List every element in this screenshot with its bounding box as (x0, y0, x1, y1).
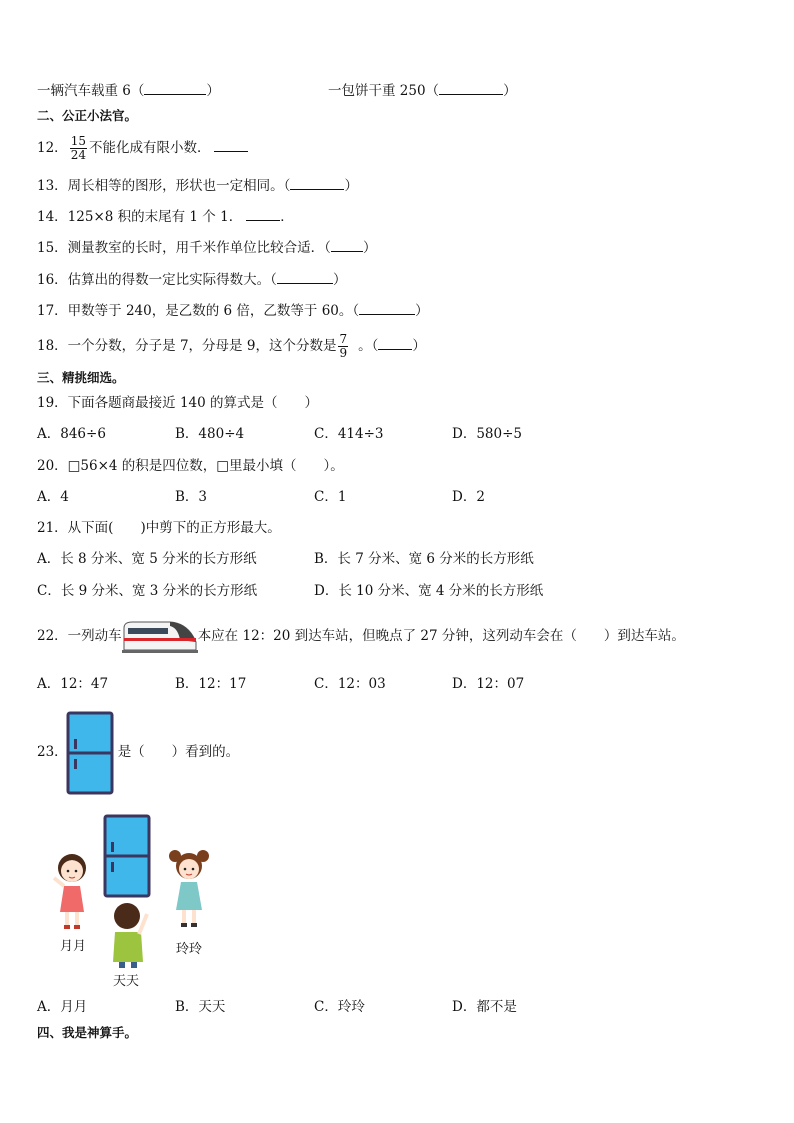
girl-lingling-icon (166, 846, 212, 930)
question-17: 17．甲数等于 240，是乙数的 6 倍，乙数等于 60。（ ） (37, 300, 429, 321)
q20-option-d[interactable]: D．2 (452, 489, 485, 505)
q21-option-d[interactable]: D．长 10 分米、宽 4 分米的长方形纸 (314, 583, 544, 599)
q19-option-c[interactable]: C．414÷3 (314, 426, 384, 442)
question-12: 12． $\frac{15}{24}$ 不能化成有限小数． (37, 130, 248, 166)
answer-blank[interactable] (246, 206, 280, 221)
name-yueyue: 月月 (60, 939, 87, 954)
q22-option-d[interactable]: D．12：07 (452, 676, 525, 692)
question-20: 20．□56×4 的积是四位数，□里最小填（ ）。 (37, 458, 344, 474)
fraction-7-9: $\frac{7}{9}$ (339, 332, 348, 360)
answer-blank[interactable] (214, 137, 248, 152)
answer-blank[interactable] (331, 237, 363, 252)
answer-blank[interactable] (439, 80, 503, 95)
answer-blank[interactable] (359, 300, 415, 315)
q22-option-c[interactable]: C．12：03 (314, 676, 386, 692)
question-22: 22．一列动车 本应在 12：20 到达车站，但晚点了 27 分钟，这列动车会在（ ）到达车站。 (37, 628, 685, 644)
answer-blank[interactable] (277, 269, 333, 284)
answer-blank[interactable] (144, 80, 206, 95)
boy-tiantian-icon (107, 900, 151, 970)
question-19: 19．下面各题商最接近 140 的算式是（ ） (37, 395, 319, 411)
q20-option-c[interactable]: C．1 (314, 489, 347, 505)
section-4-title: 四、我是神算手。 (37, 1025, 138, 1040)
q22-option-b[interactable]: B．12：17 (175, 676, 247, 692)
fridge-scene-icon (103, 814, 151, 898)
biscuit-weight-question: 一包饼干重 250（ ） (328, 80, 517, 101)
q21-option-c[interactable]: C．长 9 分米、宽 3 分米的长方形纸 (37, 583, 258, 599)
question-16: 16．估算出的得数一定比实际得数大。（ ） (37, 269, 346, 290)
question-18: 18．一个分数，分子是 7，分母是 9，这个分数是 $\frac{7}{9}$ 。（ ） (37, 332, 426, 360)
q19-option-b[interactable]: B．480÷4 (175, 426, 245, 442)
question-23: 23． 是（ ）看到的。 (37, 744, 240, 760)
question-13: 13．周长相等的图形，形状也一定相同。（ ） (37, 175, 358, 196)
q23-option-d[interactable]: D．都不是 (452, 999, 517, 1015)
q23-option-c[interactable]: C．玲玲 (314, 999, 365, 1015)
question-15: 15．测量教室的长时，用千米作单位比较合适．（ ） (37, 237, 376, 258)
section-2-title: 二、公正小法官。 (37, 108, 138, 123)
q21-option-a[interactable]: A．长 8 分米、宽 5 分米的长方形纸 (37, 551, 257, 567)
q21-option-b[interactable]: B．长 7 分米、宽 6 分米的长方形纸 (314, 551, 534, 567)
q19-option-a[interactable]: A．846÷6 (37, 426, 106, 442)
fridge-icon (66, 711, 114, 795)
answer-blank[interactable] (378, 335, 412, 350)
train-icon (120, 614, 198, 654)
girl-yueyue-icon (46, 850, 94, 932)
answer-blank[interactable] (290, 175, 344, 190)
section-3-title: 三、精挑细选。 (37, 370, 125, 385)
question-14: 14．125×8 积的末尾有 1 个 1． ． (37, 206, 294, 227)
q19-option-d[interactable]: D．580÷5 (452, 426, 522, 442)
question-21: 21．从下面( )中剪下的正方形最大。 (37, 520, 281, 536)
name-tiantian: 天天 (113, 974, 140, 989)
q23-option-a[interactable]: A．月月 (37, 999, 88, 1015)
q23-option-b[interactable]: B．天天 (175, 999, 226, 1015)
q20-option-b[interactable]: B．3 (175, 489, 208, 505)
name-lingling: 玲玲 (176, 942, 203, 957)
car-weight-question: 一辆汽车载重 6（ ） (37, 80, 220, 101)
q22-option-a[interactable]: A．12：47 (37, 676, 109, 692)
q20-option-a[interactable]: A．4 (37, 489, 69, 505)
fraction-15-24: $\frac{15}{24}$ (70, 134, 86, 162)
